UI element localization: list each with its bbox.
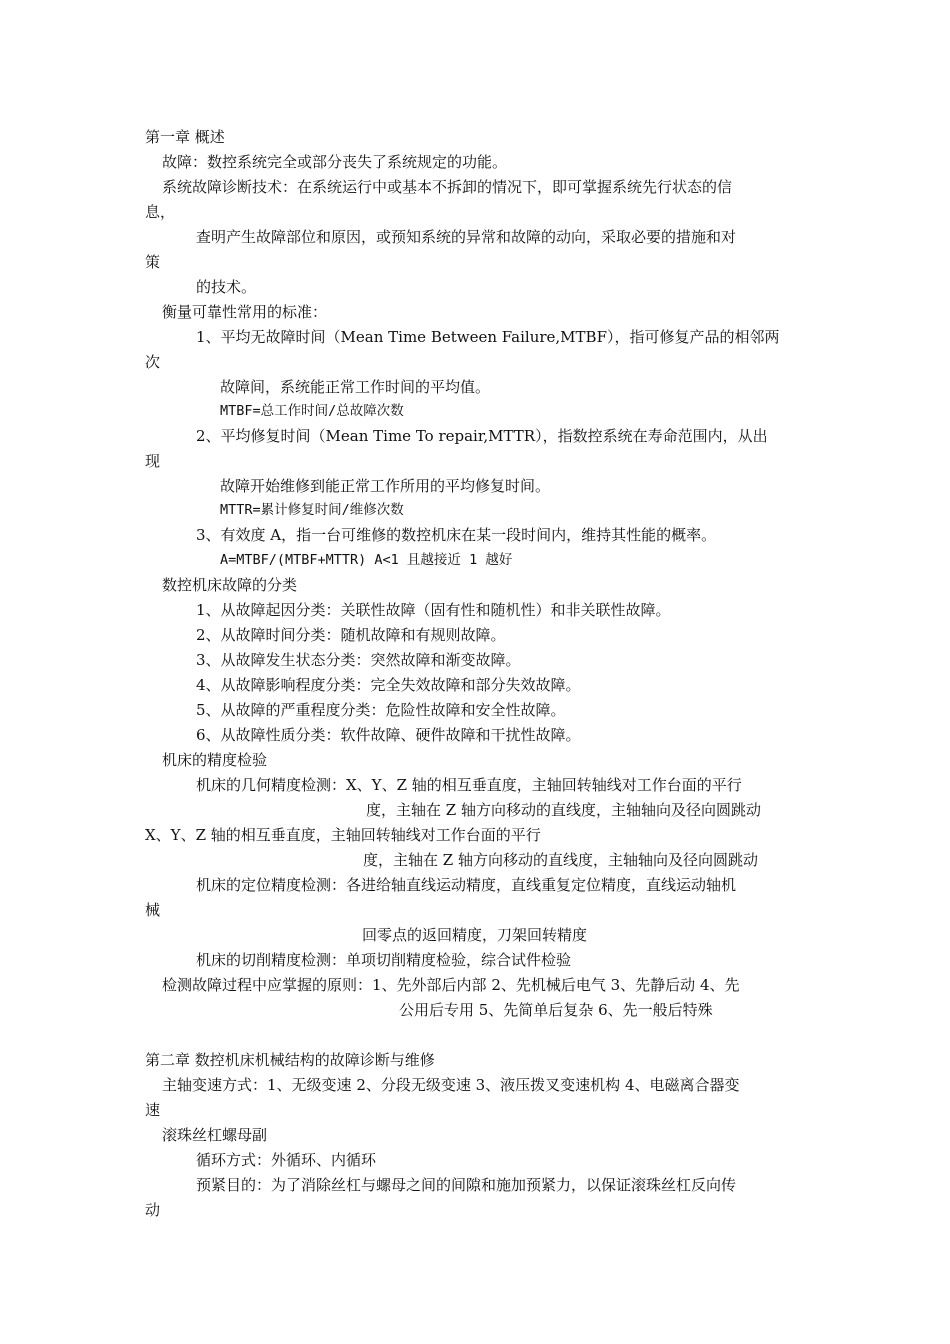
chapter-2-heading: 第二章 数控机床机械结构的故障诊断与维修	[145, 1051, 435, 1069]
text-line: 1、平均无故障时间（Mean Time Between Failure,MTBF），指可修复产品的相邻两	[196, 328, 780, 346]
text-line: 机床的切削精度检测：单项切削精度检验，综合试件检验	[196, 951, 572, 969]
text-line: 策	[145, 253, 161, 271]
section-heading: 衡量可靠性常用的标准：	[162, 303, 328, 321]
list-item: 3、从故障发生状态分类：突然故障和渐变故障。	[196, 651, 521, 669]
text-line: 3、有效度 A，指一台可维修的数控机床在某一段时间内，维持其性能的概率。	[196, 526, 717, 544]
text-line: 查明产生故障部位和原因，或预知系统的异常和故障的动向，采取必要的措施和对	[196, 228, 737, 246]
text-line: 故障：数控系统完全或部分丧失了系统规定的功能。	[162, 153, 508, 171]
text-line: 回零点的返回精度，刀架回转精度	[362, 926, 588, 944]
list-item: 5、从故障的严重程度分类：危险性故障和安全性故障。	[196, 701, 566, 719]
formula-line: MTTR=累计修复时间/维修次数	[220, 502, 404, 518]
text-line: 系统故障诊断技术：在系统运行中或基本不拆卸的情况下，即可掌握系统先行状态的信	[162, 178, 733, 196]
list-item: 2、从故障时间分类：随机故障和有规则故障。	[196, 626, 506, 644]
text-line: 主轴变速方式：1、无级变速 2、分段无级变速 3、液压拨叉变速机构 4、电磁离合器变	[162, 1076, 740, 1094]
list-item: 1、从故障起因分类：关联性故障（固有性和随机性）和非关联性故障。	[196, 601, 671, 619]
text-line: 循环方式：外循环、内循环	[196, 1151, 377, 1169]
text-line: 速	[145, 1101, 161, 1119]
text-line: 度，主轴在 Z 轴方向移动的直线度，主轴轴向及径向圆跳动	[366, 801, 761, 819]
text-line: 机床的定位精度检测：各进给轴直线运动精度，直线重复定位精度，直线运动轴机	[196, 876, 737, 894]
text-line: 机床的几何精度检测：X、Y、Z 轴的相互垂直度，主轴回转轴线对工作台面的平行	[196, 776, 742, 794]
section-heading: 机床的精度检验	[162, 751, 268, 769]
text-line: 的技术。	[196, 278, 257, 296]
text-line: 度，主轴在 Z 轴方向移动的直线度，主轴轴向及径向圆跳动	[363, 851, 758, 869]
text-line: 公用后专用 5、先简单后复杂 6、先一般后特殊	[399, 1001, 713, 1019]
list-item: 4、从故障影响程度分类：完全失效故障和部分失效故障。	[196, 676, 581, 694]
text-line: 现	[145, 452, 161, 470]
text-line: 故障间，系统能正常工作时间的平均值。	[220, 378, 491, 396]
text-line: 息，	[145, 203, 176, 221]
section-heading: 滚珠丝杠螺母副	[162, 1126, 268, 1144]
text-line: 检测故障过程中应掌握的原则：1、先外部后内部 2、先机械后电气 3、先静后动 4、先	[162, 976, 740, 994]
chapter-1-heading: 第一章 概述	[145, 128, 225, 146]
text-line: 械	[145, 901, 161, 919]
text-line: 2、平均修复时间（Mean Time To repair,MTTR），指数控系统在寿命范围内，从出	[196, 427, 768, 445]
text-line: 次	[145, 353, 161, 371]
section-heading: 数控机床故障的分类	[162, 576, 298, 594]
formula-line: A=MTBF/(MTBF+MTTR) A<1 且越接近 1 越好	[220, 552, 513, 568]
text-line: 预紧目的：为了消除丝杠与螺母之间的间隙和施加预紧力，以保证滚珠丝杠反向传	[196, 1176, 737, 1194]
formula-line: MTBF=总工作时间/总故障次数	[220, 403, 404, 419]
text-line: 动	[145, 1201, 161, 1219]
text-line: X、Y、Z 轴的相互垂直度，主轴回转轴线对工作台面的平行	[145, 826, 541, 844]
text-line: 故障开始维修到能正常工作所用的平均修复时间。	[220, 477, 551, 495]
list-item: 6、从故障性质分类：软件故障、硬件故障和干扰性故障。	[196, 726, 581, 744]
